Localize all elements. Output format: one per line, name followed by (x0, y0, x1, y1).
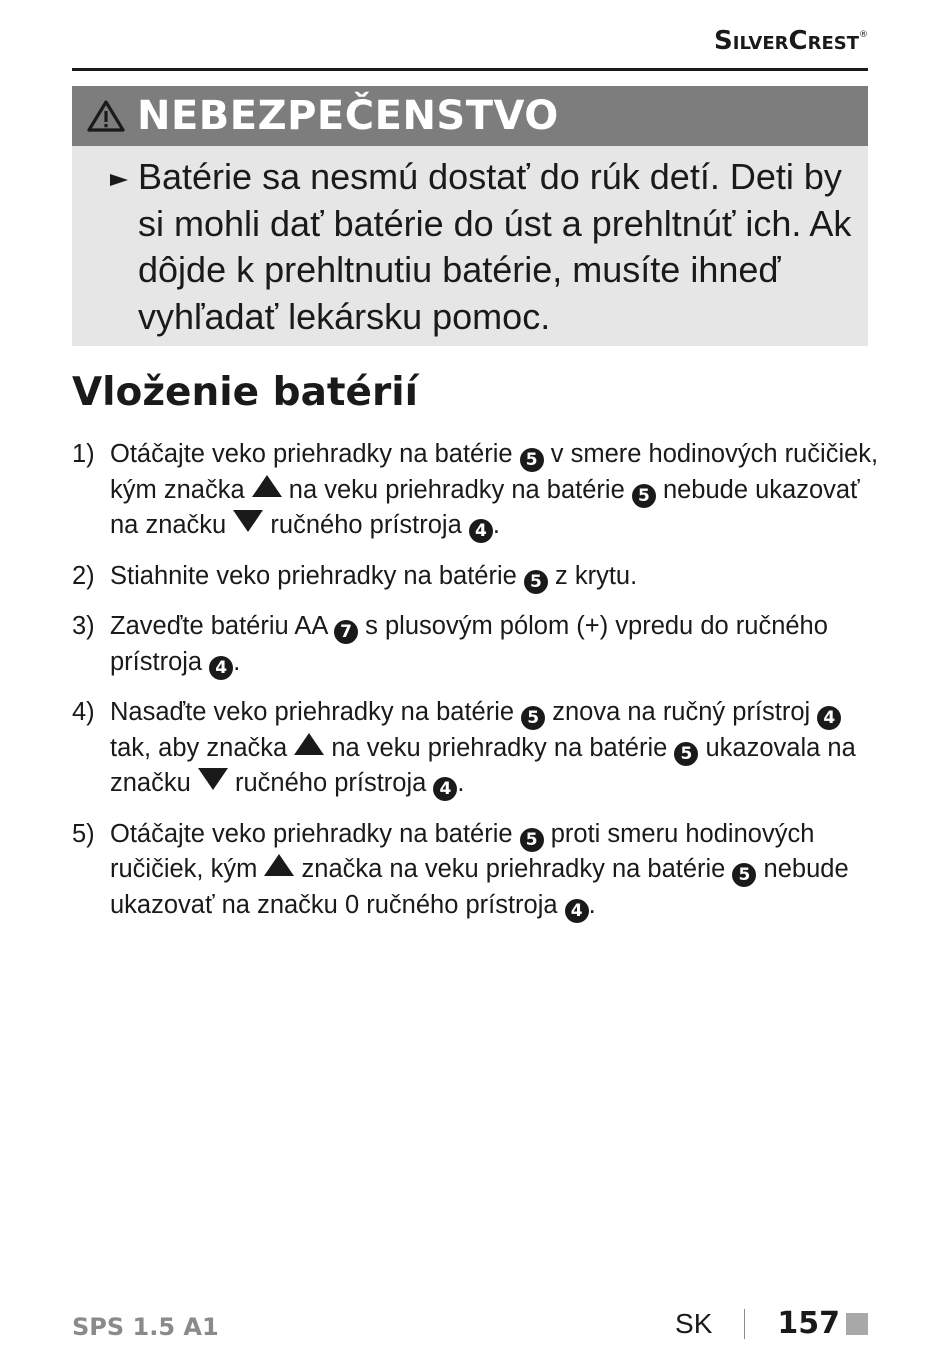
step-text-fragment: tak, aby značka (110, 733, 295, 762)
step-item (72, 695, 884, 802)
page-number: 157 (777, 1306, 840, 1341)
step-number: 2) (72, 561, 95, 590)
step-number: 3) (72, 612, 95, 640)
footer-model: SPS 1.5 A1 (72, 1313, 219, 1341)
step-text-fragment: proti smeru hodinových ručičiek, kým (110, 819, 815, 883)
step-number: 5) (72, 819, 95, 848)
step-text-fragment: . (492, 511, 500, 539)
brand-name: SilverCrest (714, 26, 859, 56)
triangle-down-icon (233, 510, 263, 532)
step-text (110, 817, 884, 924)
part-reference-number: 5 (632, 484, 656, 508)
danger-title: NEBEZPEČENSTVO (137, 93, 559, 139)
step-number: 4) (72, 698, 95, 726)
triangle-up-icon (252, 475, 282, 497)
footer-page-info (675, 1306, 868, 1341)
step-text-fragment: značka na veku priehradky na batérie (294, 855, 733, 883)
part-reference-number: 5 (674, 742, 698, 766)
steps-list (72, 437, 884, 938)
step-text-fragment: Nasaďte veko priehradky na batérie (110, 698, 522, 726)
step-text-fragment: na veku priehradky na batérie (281, 475, 632, 504)
warning-triangle-icon (87, 99, 125, 133)
step-text-fragment: z krytu. (547, 561, 638, 590)
step-text-fragment: ukazovala na značku (110, 733, 856, 797)
step-item (72, 817, 884, 924)
step-text-fragment: Stiahnite veko priehradky na batérie (110, 561, 524, 590)
part-reference-number: 7 (334, 620, 358, 644)
part-reference-number: 4 (209, 656, 233, 680)
part-reference-number: 5 (520, 828, 544, 852)
step-text (110, 437, 884, 544)
part-reference-number: 5 (524, 570, 548, 594)
triangle-down-icon (198, 768, 228, 790)
bullet-arrow-icon (110, 172, 128, 188)
step-text-fragment: nebude ukazovať na značku (110, 475, 860, 539)
step-text-fragment: ručného prístroja (227, 769, 434, 797)
section-title: Vloženie batérií (72, 370, 418, 415)
step-text (110, 609, 884, 680)
step-text-fragment: s plusovým pólom (+) vpredu do ručného prístroja (110, 612, 828, 676)
page-marker-square (846, 1313, 868, 1335)
step-text-fragment: Otáčajte veko priehradky na batérie (110, 819, 520, 848)
step-text (110, 695, 884, 802)
step-number: 1) (72, 440, 95, 468)
part-reference-number: 4 (433, 777, 457, 801)
footer-language: SK (675, 1307, 713, 1339)
step-item (72, 559, 884, 595)
step-text (110, 559, 884, 595)
triangle-up-icon (294, 733, 324, 755)
registered-mark: ® (859, 30, 868, 40)
brand-logo (714, 26, 868, 56)
step-text-fragment: Otáčajte veko priehradky na batérie (110, 440, 520, 468)
part-reference-number: 4 (565, 899, 589, 923)
header-rule (72, 68, 868, 71)
step-text-fragment: . (588, 890, 596, 919)
step-text-fragment: . (457, 769, 465, 797)
part-reference-number: 4 (469, 519, 493, 543)
step-text-fragment: v smere hodinových ručičiek, kým značka (110, 440, 879, 504)
step-text-fragment: Zaveďte batériu AA (110, 612, 335, 640)
part-reference-number: 5 (521, 706, 545, 730)
danger-box (72, 146, 868, 346)
part-reference-number: 4 (817, 706, 841, 730)
step-text-fragment: nebude ukazovať na značku 0 ručného prístroja (110, 855, 849, 919)
step-item (72, 609, 884, 680)
footer-divider (744, 1309, 745, 1339)
triangle-up-icon (264, 854, 294, 876)
part-reference-number: 5 (732, 863, 756, 887)
step-text-fragment: znova na ručný prístroj (545, 698, 818, 726)
step-text-fragment: . (233, 647, 241, 676)
danger-header (72, 86, 868, 146)
step-text-fragment: ručného prístroja (263, 511, 469, 539)
part-reference-number: 5 (520, 448, 544, 472)
step-item (72, 437, 884, 544)
danger-text: Batérie sa nesmú dostať do rúk detí. Deti by si mohli dať batérie do úst a prehltnúť ich. Ak dôjde k prehltnutiu batérie, musíte ihneď vyhľadať lekársku pomoc. (138, 156, 852, 337)
step-text-fragment: na veku priehradky na batérie (324, 733, 675, 762)
